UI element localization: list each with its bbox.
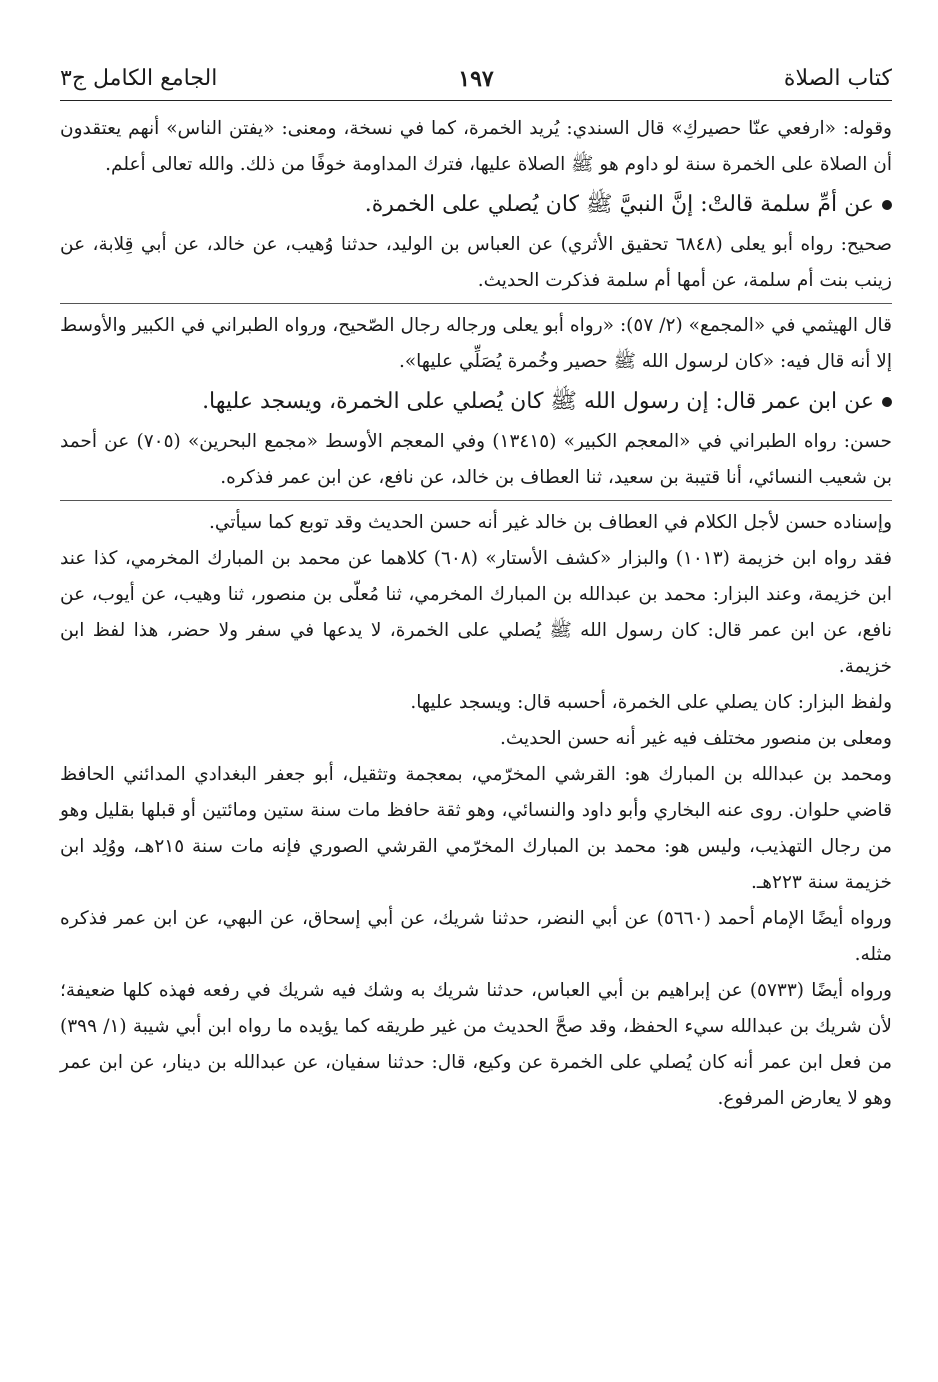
paragraph-text: ومحمد بن عبدالله بن المبارك هو: القرشي المخرّمي، بمعجمة وتثقيل، أبو جعفر البغدادي المدائني الحافظ قاضي حلوان. روى عنه البخاري وأبو داود والنسائي، وهو ثقة حافظ مات سنة ستين ومائتين أو قبلها بقليل وهو من رجال التهذيب، وليس هو: محمد بن المبارك المخرّمي القرشي الصوري فإنه مات سنة ٢١٥هـ، ووُلِد ابن خزيمة سنة ٢٢٣هـ.: [60, 764, 892, 893]
book-title: الجامع الكامل ج٣: [60, 66, 218, 91]
paragraph-text: عن أمِّ سلمة قالتْ: إنَّ النبيَّ ﷺ كان يُصلي على الخمرة.: [364, 192, 874, 217]
hadith-paragraph: [60, 185, 892, 225]
paragraph-text: فقد رواه ابن خزيمة (١٠١٣) والبزار «كشف الأستار» (٦٠٨) كلاهما عن محمد بن المبارك المخرمي، كذا عند ابن خزيمة، وعند البزار: محمد بن عبدالله بن المبارك المخرمي، ثنا مُعلّى بن منصور، ثنا وهيب، عن أيوب، عن نافع، عن ابن عمر قال: كان رسول الله ﷺ يُصلي على الخمرة، لا يدعها في سفر ولا حضر، هذا لفظ ابن خزيمة.: [60, 548, 892, 677]
page-header: [60, 60, 892, 100]
paragraph-text: عن ابن عمر قال: إن رسول الله ﷺ كان يُصلي على الخمرة، ويسجد عليها.: [202, 389, 874, 414]
commentary-paragraph: [60, 721, 892, 757]
bullet-icon: [882, 200, 892, 210]
paragraph-text: ومعلى بن منصور مختلف فيه غير أنه حسن الحديث.: [500, 728, 892, 749]
paragraph-text: صحيح: رواه أبو يعلى (٦٨٤٨ تحقيق الأثري) عن العباس بن الوليد، حدثنا وُهيب، عن خالد، عن أبي قِلابة، عن زينب بنت أم سلمة، عن أمها أم سلمة فذكرت الحديث.: [60, 234, 893, 291]
commentary-paragraph: [60, 541, 892, 685]
document-page: [60, 60, 892, 1117]
header-rule: [60, 100, 892, 101]
hadith-paragraph: [60, 382, 892, 422]
commentary-paragraph: [60, 308, 892, 380]
book-section-title: كتاب الصلاة: [783, 66, 892, 91]
paragraph-text: قال الهيثمي في «المجمع» (٢/ ٥٧): «رواه أبو يعلى ورجاله رجال الصّحيح، ورواه الطبراني في الكبير والأوسط إلا أنه قال فيه: «كان لرسول الله ﷺ حصير وخُمرة يُصَلِّي عليها».: [60, 315, 892, 372]
page-number: ١٩٧: [458, 66, 494, 92]
paragraph-text: ولفظ البزار: كان يصلي على الخمرة، أحسبه قال: ويسجد عليها.: [410, 692, 892, 713]
body-text: [60, 111, 892, 1117]
paragraph-text: ورواه أيضًا (٥٧٣٣) عن إبراهيم بن أبي العباس، حدثنا شريك به وشك فيه شريك في رفعه فهذه كلها ضعيفة؛ لأن شريك بن عبدالله سيء الحفظ، وقد صحَّ الحديث من غير طريقه كما يؤيده ما رواه ابن أبي شيبة (١/ ٣٩٩) من فعل ابن عمر أنه كان يُصلي على الخمرة عن وكيع، قال: حدثنا سفيان، عن عبدالله بن دينار، عن ابن عمر وهو لا يعارض المرفوع.: [60, 980, 892, 1109]
commentary-paragraph: [60, 424, 892, 496]
commentary-paragraph: [60, 227, 892, 299]
section-divider: [60, 303, 892, 304]
commentary-paragraph: [60, 973, 892, 1117]
commentary-paragraph: [60, 685, 892, 721]
paragraph-text: وإسناده حسن لأجل الكلام في العطاف بن خالد غير أنه حسن الحديث وقد توبع كما سيأتي.: [209, 512, 892, 533]
commentary-paragraph: [60, 901, 892, 973]
paragraph-text: حسن: رواه الطبراني في «المعجم الكبير» (١٣٤١٥) وفي المعجم الأوسط «مجمع البحرين» (٧٠٥) عن أحمد بن شعيب النسائي، أنا قتيبة بن سعيد، ثنا العطاف بن خالد، عن نافع، عن ابن عمر فذكره.: [60, 431, 892, 488]
commentary-paragraph: [60, 757, 892, 901]
bullet-icon: [882, 397, 892, 407]
paragraph-text: ورواه أيضًا الإمام أحمد (٥٦٦٠) عن أبي النضر، حدثنا شريك، عن أبي إسحاق، عن البهي، عن ابن عمر فذكره مثله.: [60, 908, 892, 965]
commentary-paragraph: [60, 505, 892, 541]
section-divider: [60, 500, 892, 501]
paragraph-text: وقوله: «ارفعي عنّا حصيركِ» قال السندي: يُريد الخمرة، كما في نسخة، ومعنى: «يفتن الناس» أنهم يعتقدون أن الصلاة على الخمرة سنة لو داوم هو ﷺ الصلاة عليها، فترك المداومة خوفًا من ذلك. والله تعالى أعلم.: [60, 118, 892, 175]
commentary-paragraph: [60, 111, 892, 183]
